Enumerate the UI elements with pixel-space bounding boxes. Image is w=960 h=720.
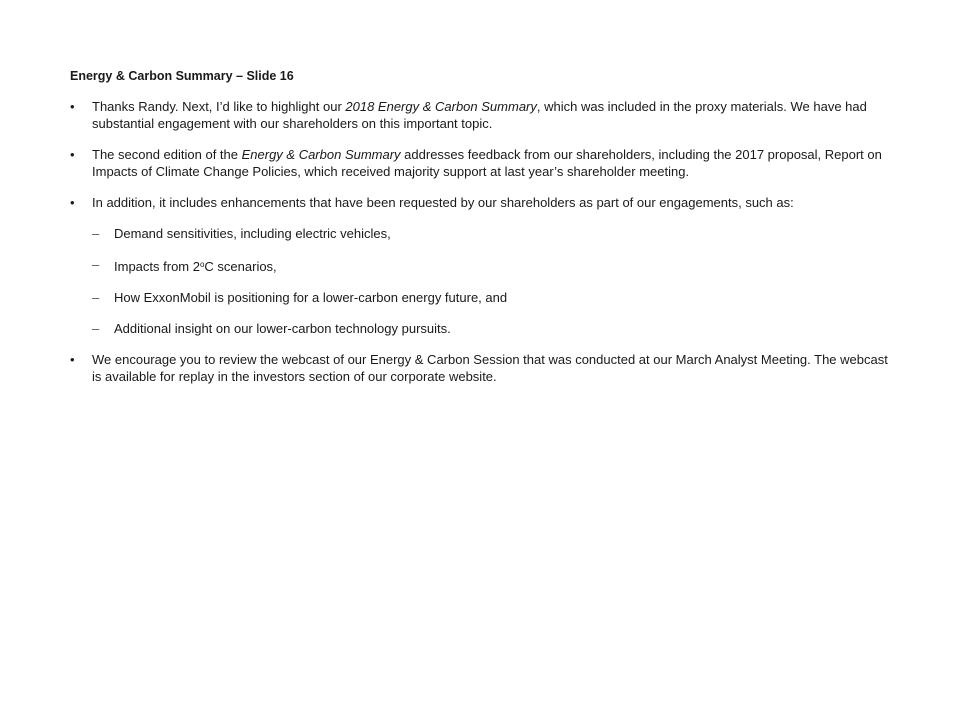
sub-item-4 xyxy=(92,320,890,337)
report-title: 2018 Energy & Carbon Summary xyxy=(345,99,537,114)
report-title: Energy & Carbon Summary xyxy=(241,147,401,162)
bullet-text: In addition, it includes enhancements that have been requested by our shareholders as part of our engagements, such as: xyxy=(92,195,794,210)
bullet-text: The second edition of the Energy & Carbon Summary addresses feedback from our shareholders, including the 2017 proposal, Report on Impacts of Climate Change Policies, which received majority support at last year’s shareholder meeting. xyxy=(92,147,882,179)
bullet-marker: • xyxy=(70,99,75,114)
sub-marker: – xyxy=(92,290,100,305)
sub-marker: – xyxy=(92,257,100,272)
bullet-marker: • xyxy=(70,352,75,367)
sub-text: Demand sensitivities, including electric vehicles, xyxy=(114,226,391,241)
bullet-text: We encourage you to review the webcast of our Energy & Carbon Session that was conducted at our March Analyst Meeting. The webcast is available for replay in the investors section of our corporate website. xyxy=(92,352,888,384)
sub-marker: – xyxy=(92,321,100,336)
sub-text: How ExxonMobil is positioning for a lower-carbon energy future, and xyxy=(114,290,508,305)
sub-text: Impacts from 2$^o$C scenarios, xyxy=(114,259,277,274)
bullet-marker: • xyxy=(70,195,75,210)
sub-marker: – xyxy=(92,226,100,241)
degree-symbol: o xyxy=(199,260,205,269)
slide-title: Energy & Carbon Summary – Slide 16 xyxy=(70,69,294,83)
sub-text: Additional insight on our lower-carbon technology pursuits. xyxy=(114,321,451,336)
sub-item-1 xyxy=(92,225,890,242)
bullet-item-1 xyxy=(70,98,890,132)
sub-list xyxy=(92,225,890,337)
bullet-item-3 xyxy=(70,194,890,337)
bullet-item-4 xyxy=(70,351,890,385)
bullet-text: Thanks Randy. Next, I’d like to highlight our 2018 Energy & Carbon Summary, which was included in the proxy materials. We have had substantial engagement with our shareholders on this important topic. xyxy=(92,99,867,131)
bullet-list xyxy=(70,98,890,385)
sub-item-2 xyxy=(92,256,890,275)
document-page xyxy=(70,68,890,399)
bullet-item-2 xyxy=(70,146,890,180)
bullet-marker: • xyxy=(70,147,75,162)
sub-item-3 xyxy=(92,289,890,306)
